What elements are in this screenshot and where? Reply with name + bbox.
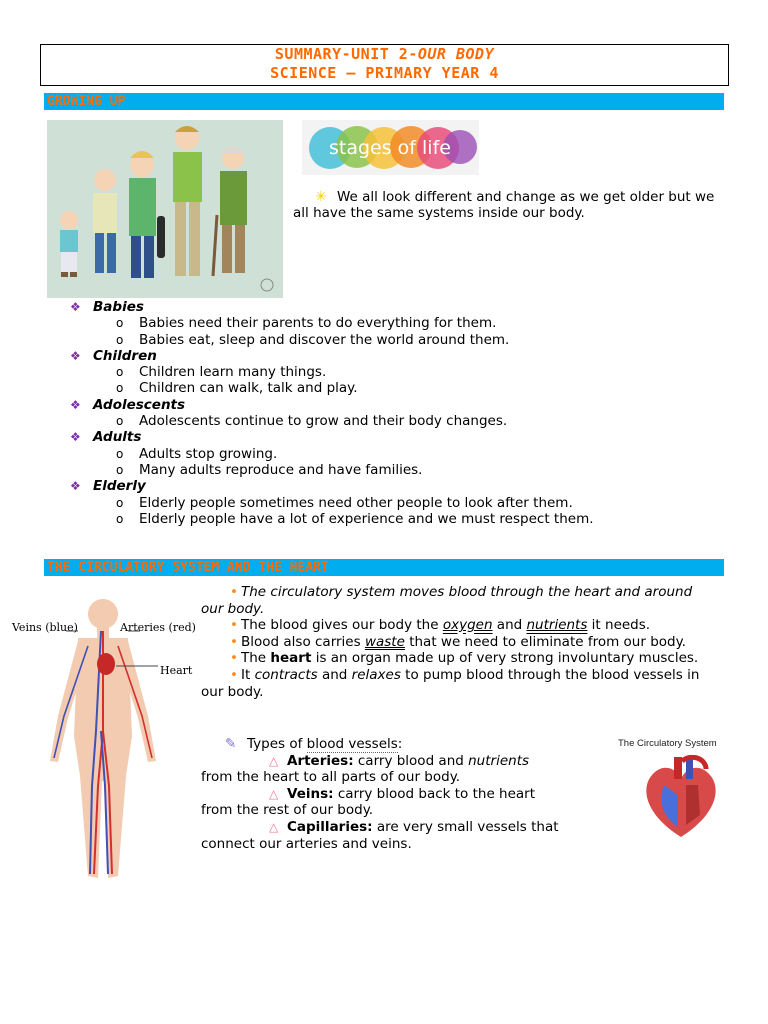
bullet-2: • The blood gives our body the oxygen and nutrients it needs. [201,617,701,634]
diamond-bullet-icon: ❖ [70,348,81,363]
list-item: o Babies need their parents to do everything for them. [116,315,497,332]
circle-bullet-icon: o [116,495,124,510]
triangle-bullet-icon: △ [269,753,279,768]
stage-title: ❖ Adults [70,429,142,446]
veins-item: △ Veins: carry blood back to the heart [269,785,536,802]
diamond-bullet-icon: ❖ [70,397,81,412]
heart-figure [618,738,728,845]
veins-label: Veins (blue) [12,621,78,634]
arteries-label: Arteries (red) [120,621,196,634]
dot-bullet-icon: • [230,584,238,600]
family-stages-illustration [47,120,283,298]
title-line-2: SCIENCE – PRIMARY YEAR 4 [270,64,499,82]
triangle-bullet-icon: △ [269,819,279,834]
stage-title: ❖ Elderly [70,478,146,495]
section-bar-circulatory: THE CIRCULATORY SYSTEM AND THE HEART [44,559,724,576]
capillaries-item-cont: connect our arteries and veins. [201,835,412,852]
sun-icon: ✳ [315,189,327,205]
circle-bullet-icon: o [116,414,124,429]
title-line-1: SUMMARY-UNIT 2-OUR BODY [274,45,495,63]
heart-label: Heart [160,664,193,677]
dot-bullet-icon: • [230,617,238,634]
diamond-bullet-icon: ❖ [70,430,81,445]
circle-bullet-icon: o [116,332,124,347]
intro-paragraph: ✳ We all look different and change as we get older but we all have the same systems inside our body. [293,189,715,221]
section-bar-growing-up: GROWING UP [44,93,724,110]
bullet-3: • Blood also carries waste that we need to eliminate from our body. [201,634,701,651]
circle-bullet-icon: o [116,381,124,396]
circle-bullet-icon: o [116,365,124,380]
arteries-item: △ Arteries: carry blood and nutrients [269,752,530,769]
arteries-item-cont: from the heart to all parts of our body. [201,769,461,786]
list-item: o Adults stop growing. [116,445,278,462]
dot-bullet-icon: • [230,666,238,683]
blood-vessel-types [201,736,621,852]
list-item: o Elderly people sometimes need other people to look after them. [116,494,573,511]
heart-caption: The Circulatory System [618,738,717,749]
stage-title: ❖ Babies [70,299,144,315]
stages-logo-text: stages of life [329,137,451,159]
circle-bullet-icon: o [116,462,124,477]
dot-bullet-icon: • [230,633,238,650]
dot-bullet-icon: • [230,650,238,667]
human-circulatory-diagram [8,586,198,896]
list-item: o Children can walk, talk and play. [116,380,358,397]
list-item: o Children learn many things. [116,364,327,381]
stage-title: ❖ Children [70,347,157,364]
life-stages-list [70,299,750,527]
list-item: o Adolescents continue to grow and their body changes. [116,413,508,430]
list-item: o Elderly people have a lot of experience and we must respect them. [116,510,594,527]
bullet-4: • The heart is an organ made up of very strong involuntary muscles. [201,650,701,667]
list-item: o Many adults reproduce and have families. [116,461,423,478]
bullet-1: • The circulatory system moves blood through the heart and around our body. [201,584,693,617]
heart-illustration [636,755,726,841]
vessels-intro: ✎ Types of blood vessels: [201,736,621,753]
diamond-bullet-icon: ❖ [70,300,81,314]
stage-title: ❖ Adolescents [70,396,186,413]
triangle-bullet-icon: △ [269,786,279,801]
circle-bullet-icon: o [116,316,124,331]
title-box [40,44,729,86]
circle-bullet-icon: o [116,511,124,526]
circulatory-bullets [201,584,701,700]
bullet-5: • It contracts and relaxes to pump blood through the blood vessels in our body. [201,666,700,700]
capillaries-item: △ Capillaries: are very small vessels that [269,818,559,835]
veins-item-cont: from the rest of our body. [201,802,374,819]
circle-bullet-icon: o [116,446,124,461]
diamond-bullet-icon: ❖ [70,479,81,494]
pencil-icon: ✎ [225,736,237,752]
stages-of-life-logo [302,120,479,175]
list-item: o Babies eat, sleep and discover the world around them. [116,331,510,348]
